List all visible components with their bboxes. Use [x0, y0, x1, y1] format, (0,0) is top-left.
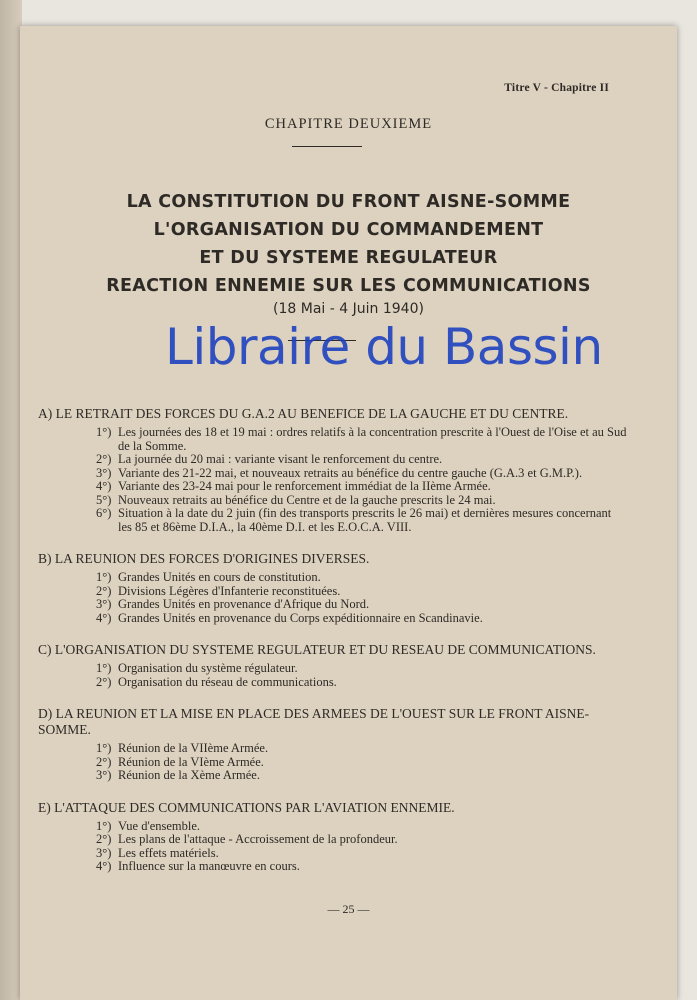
item-text: Vue d'ensemble. [118, 818, 201, 833]
item-number: 3°) [96, 845, 112, 860]
section-c [38, 642, 628, 689]
item-number: 4°) [96, 479, 112, 493]
list-item [96, 585, 628, 599]
section-d [38, 706, 628, 783]
section-heading: E) L'ATTAQUE DES COMMUNICATIONS PAR L'AVIATION ENNEMIE. [38, 799, 455, 815]
item-number: 3°) [96, 768, 112, 782]
running-head: Titre V - Chapitre II [504, 82, 609, 94]
list-item [96, 598, 628, 612]
section-heading: C) L'ORGANISATION DU SYSTEME REGULATEUR ET DU RESEAU DE COMMUNICATIONS. [38, 642, 596, 657]
item-text: Variante des 21-22 mai, et nouveaux retraits au bénéfice du centre gauche (G.A.3 et G.M.P.). [118, 465, 583, 480]
item-number: 3°) [96, 465, 112, 480]
list-item [96, 426, 628, 453]
section-heading: D) LA REUNION ET LA MISE EN PLACE DES ARMEES DE L'OUEST SUR LE FRONT AISNE-SOMME. [38, 706, 590, 737]
item-number: 6°) [96, 506, 112, 520]
list-item [96, 756, 628, 770]
section-e [38, 800, 628, 874]
item-number: 3°) [96, 597, 112, 611]
chapter-label: CHAPITRE DEUXIEME [264, 116, 433, 132]
list-item [96, 820, 628, 834]
item-text: Les effets matériels. [118, 845, 219, 860]
item-number: 2°) [96, 452, 112, 466]
item-text: La journée du 20 mai : variante visant le renforcement du centre. [118, 452, 443, 466]
item-text: Grandes Unités en provenance du Corps expéditionnaire en Scandinavie. [118, 610, 483, 625]
watermark: Libraire du Bassin [165, 318, 603, 376]
title-line: ET DU SYSTEME REGULATEUR [199, 248, 498, 268]
item-number: 2°) [96, 583, 112, 598]
list-item [96, 467, 628, 481]
item-text: Réunion de la VIème Armée. [118, 754, 264, 769]
item-number: 4°) [96, 610, 112, 625]
item-text: Réunion de la VIIème Armée. [118, 741, 269, 755]
item-text: Grandes Unités en cours de constitution. [118, 570, 321, 584]
document-page [20, 26, 677, 1000]
item-number: 4°) [96, 859, 112, 873]
chapter-rule [292, 146, 362, 147]
item-number: 1°) [96, 425, 112, 439]
item-text: Grandes Unités en provenance d'Afrique du Nord. [118, 597, 370, 611]
item-text: Organisation du système régulateur. [118, 661, 298, 675]
item-text: Divisions Légères d'Infanterie reconstituées. [118, 583, 341, 598]
item-text: Influence sur la manœuvre en cours. [118, 859, 300, 873]
contents-list [38, 406, 628, 891]
list-item [96, 662, 628, 676]
item-number: 1°) [96, 741, 112, 755]
section-heading: A) LE RETRAIT DES FORCES DU G.A.2 AU BENEFICE DE LA GAUCHE ET DU CENTRE. [38, 406, 569, 421]
item-text: Situation à la date du 2 juin (fin des transports prescrits le 26 mai) et dernières mesures concernant les 85 et 86ème D.I.A., la 40ème D.I. et les E.O.C.A. VIII. [118, 506, 612, 534]
list-item [96, 480, 628, 494]
section-a [38, 406, 628, 534]
title-line: L'ORGANISATION DU COMMANDEMENT [153, 220, 544, 240]
list-item [96, 847, 628, 861]
item-text: Réunion de la Xème Armée. [118, 768, 260, 782]
list-item [96, 453, 628, 467]
item-number: 2°) [96, 754, 112, 769]
title-line: REACTION ENNEMIE SUR LES COMMUNICATIONS [106, 276, 591, 296]
title-line: LA CONSTITUTION DU FRONT AISNE-SOMME [126, 192, 571, 212]
list-item [96, 676, 628, 690]
chapter-title [20, 188, 677, 300]
item-number: 2°) [96, 674, 112, 689]
list-item [96, 612, 628, 626]
page-number: — 25 — [327, 902, 370, 916]
list-item [96, 507, 628, 534]
item-text: Les plans de l'attaque - Accroissement de la profondeur. [118, 832, 398, 846]
item-number: 1°) [96, 570, 112, 584]
list-item [96, 571, 628, 585]
item-text: Nouveaux retraits au bénéfice du Centre et de la gauche prescrits le 24 mai. [118, 492, 496, 507]
item-number: 1°) [96, 818, 112, 833]
item-number: 2°) [96, 832, 112, 846]
date-range: (18 Mai - 4 Juin 1940) [273, 301, 424, 317]
section-heading: B) LA REUNION DES FORCES D'ORIGINES DIVERSES. [38, 551, 370, 566]
item-text: Les journées des 18 et 19 mai : ordres relatifs à la concentration prescrite à l'Ouest de l'Oise et au Sud de la Somme. [118, 425, 627, 453]
item-text: Organisation du réseau de communications. [118, 674, 337, 689]
section-b [38, 551, 628, 625]
item-number: 1°) [96, 661, 112, 675]
item-number: 5°) [96, 492, 112, 507]
previous-page-edge [0, 0, 22, 1000]
list-item [96, 860, 628, 874]
list-item [96, 769, 628, 783]
item-text: Variante des 23-24 mai pour le renforcement immédiat de la IIème Armée. [118, 479, 491, 493]
list-item [96, 494, 628, 508]
list-item [96, 833, 628, 847]
list-item [96, 742, 628, 756]
